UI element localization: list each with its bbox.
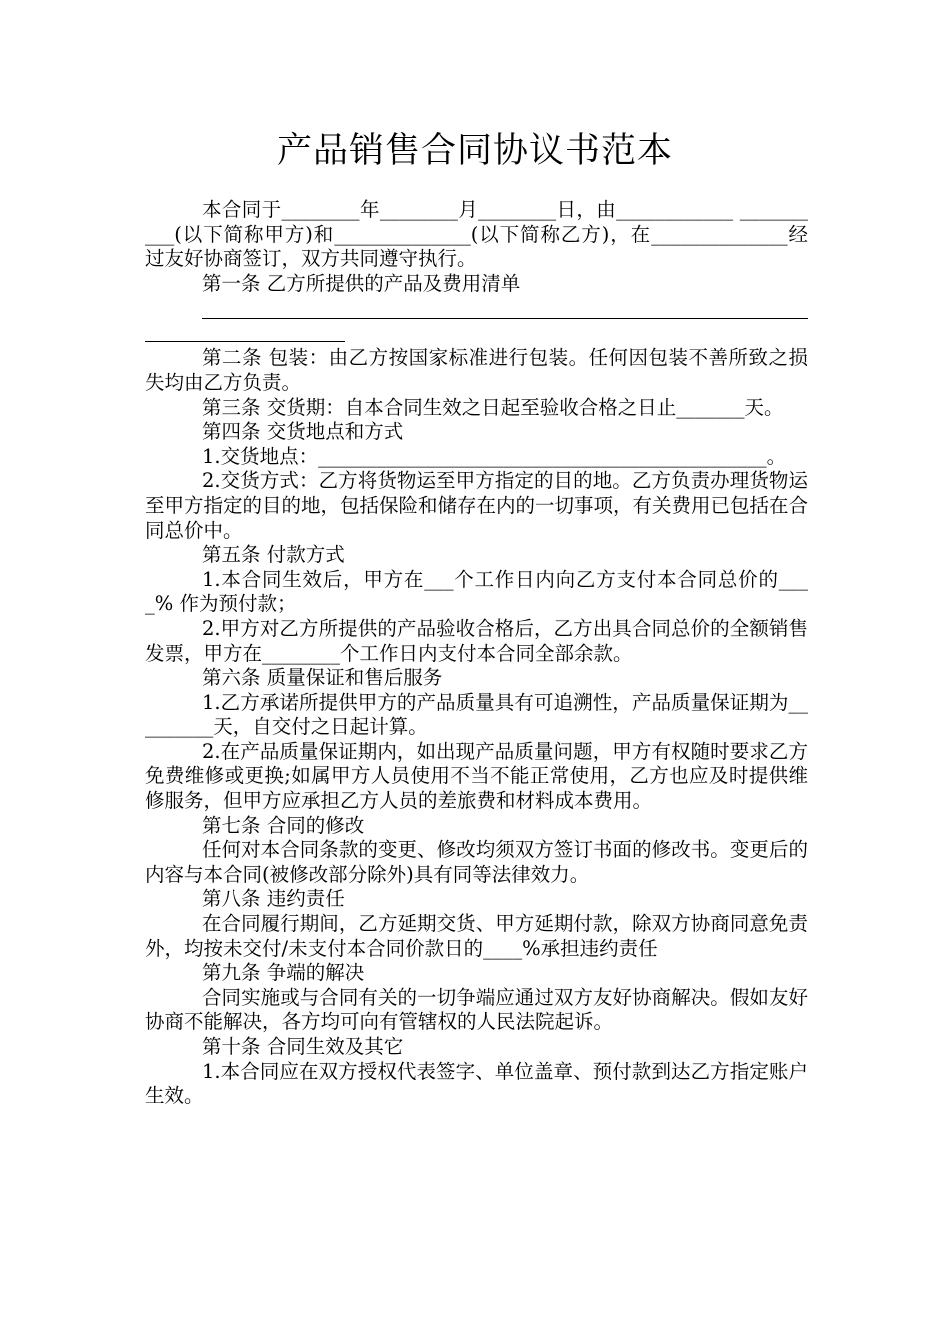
article-4-clause-2: 2.交货方式：乙方将货物运至甲方指定的目的地。乙方负责办理货物运至甲方指定的目的地，包括保险和储存在内的一切事项，有关费用已包括在合同总价中。 (145, 469, 809, 542)
article-2: 第二条 包装：由乙方按国家标准进行包装。任何因包装不善所致之损失均由乙方负责。 (145, 346, 808, 394)
article-5-heading: 第五条 付款方式 (202, 543, 345, 567)
article-7-heading: 第七条 合同的修改 (202, 813, 365, 837)
article-5-clause-2: 2.甲方对乙方所提供的产品验收合格后，乙方出具合同总价的全额销售发票，甲方在________个工作日内支付本合同全部余款。 (145, 616, 808, 665)
article-4-heading: 第四条 交货地点和方式 (202, 420, 404, 444)
article-6-heading: 第六条 质量保证和售后服务 (202, 666, 443, 690)
document-title: 产品销售合同协议书范本 (276, 131, 673, 171)
article-6-clause-2: 2.在产品质量保证期内，如出现产品质量问题，甲方有权随时要求乙方免费维修或更换;如属甲方人员使用不当不能正常使用，乙方也应及时提供维修服务，但甲方应承担乙方人员的差旅费和材料成本费用。 (145, 739, 808, 813)
document-body (145, 198, 808, 1109)
fill-in-line (202, 318, 808, 319)
article-4-clause-1: 1.交货地点：______________________________________________。 (202, 444, 787, 468)
intro-paragraph: 本合同于________年________月________日，由____________ __________(以下简称甲方)和______________(以下简称乙方)，在______________经过友好协商签订，双方共同遵守执行。 (145, 198, 808, 271)
article-10-heading: 第十条 合同生效及其它 (202, 1035, 404, 1058)
article-10-clause-1: 1.本合同应在双方授权代表签字、单位盖章、预付款到达乙方指定账户生效。 (145, 1059, 808, 1108)
article-3: 第三条 交货期：自本合同生效之日起至验收合格之日止_______天。 (202, 395, 784, 419)
article-6-clause-1: 1.乙方承诺所提供甲方的产品质量具有可追溯性，产品质量保证期为_________天，自交付之日起计算。 (145, 690, 808, 739)
article-8-heading: 第八条 违约责任 (202, 887, 345, 911)
article-5-clause-1: 1.本合同生效后，甲方在___个工作日内向乙方支付本合同总价的____% 作为预付款； (145, 567, 808, 616)
article-9-text: 合同实施或与合同有关的一切争端应通过双方友好协商解决。假如友好协商不能解决，各方均可向有管辖权的人民法院起诉。 (145, 985, 808, 1034)
article-1-heading: 第一条 乙方所提供的产品及费用清单 (202, 271, 521, 295)
article-8-text: 在合同履行期间，乙方延期交货、甲方延期付款，除双方协商同意免责外，均按未交付/未支付本合同价款日的____%承担违约责任 (145, 912, 808, 960)
article-7-text: 任何对本合同条款的变更、修改均须双方签订书面的修改书。变更后的内容与本合同(被修改部分除外)具有同等法律效力。 (145, 838, 808, 886)
article-9-heading: 第九条 争端的解决 (202, 961, 365, 985)
fill-in-line-short (145, 341, 345, 342)
